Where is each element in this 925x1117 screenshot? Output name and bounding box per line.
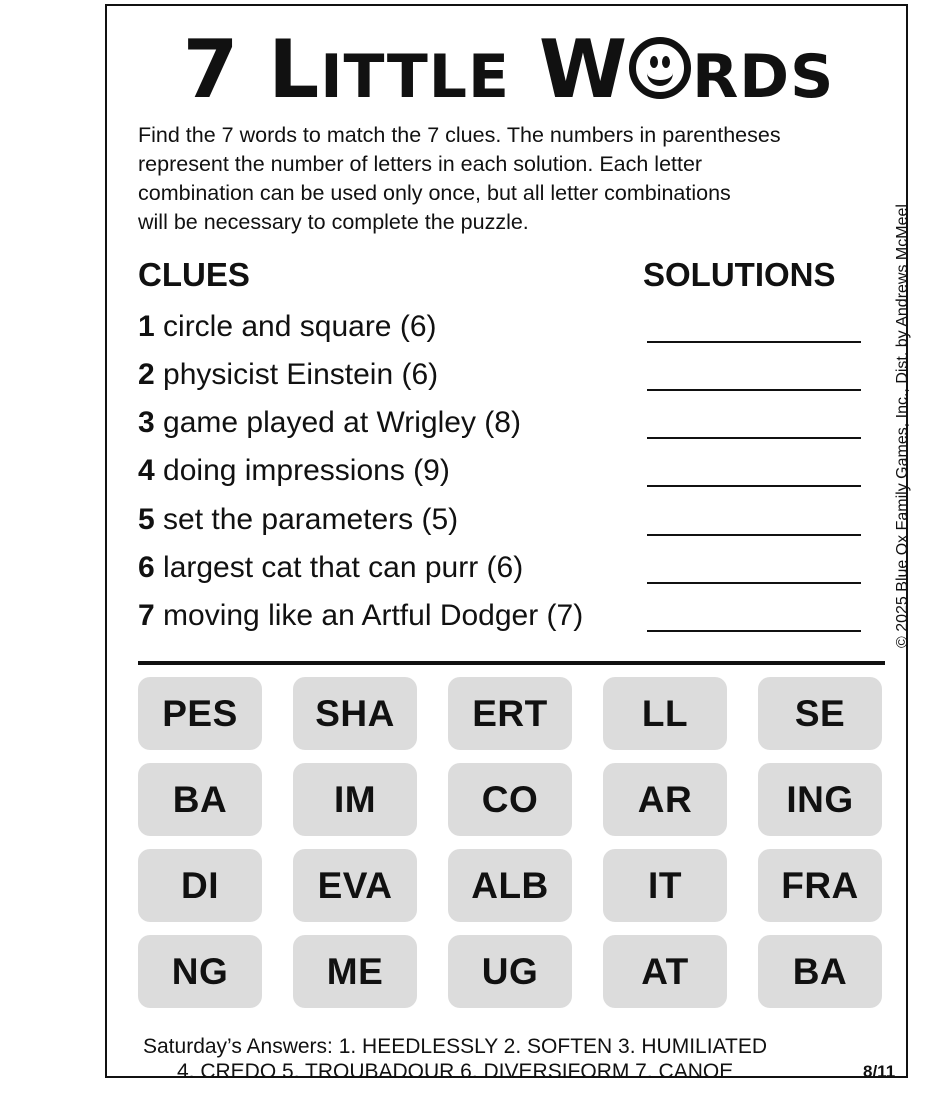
clue-6	[138, 550, 523, 586]
clue-text: physicist Einstein (6)	[163, 358, 439, 391]
puzzle-date: 8/11	[863, 1062, 896, 1081]
answers-line-2: 4. CREDO 5. TROUBADOUR 6. DIVERSIFORM 7. CANOE	[177, 1060, 734, 1083]
clue-3	[138, 405, 521, 441]
clue-text: set the parameters (5)	[163, 503, 459, 536]
solution-blank-3[interactable]	[647, 437, 861, 439]
clue-text: doing impressions (9)	[163, 454, 450, 487]
letter-tile[interactable]: EVA	[293, 849, 417, 922]
instructions-line: Find the 7 words to match the 7 clues. The numbers in parentheses	[138, 123, 781, 147]
letter-tile[interactable]: ERT	[448, 677, 572, 750]
clue-number: 6	[138, 551, 155, 584]
title-part-4: RDS	[692, 42, 835, 112]
letter-tile[interactable]: UG	[448, 935, 572, 1008]
title-part-3: W	[509, 23, 629, 116]
instructions-line: represent the number of letters in each solution. Each letter	[138, 152, 703, 176]
clue-number: 4	[138, 454, 155, 487]
clue-5	[138, 502, 458, 538]
clue-2	[138, 357, 438, 393]
clue-text: circle and square (6)	[163, 310, 437, 343]
puzzle-frame	[105, 4, 911, 1083]
title-part-2: ITTLE	[320, 42, 510, 112]
title-part-1: 7 L	[182, 23, 321, 116]
solution-blank-4[interactable]	[647, 485, 861, 487]
clue-7	[138, 598, 583, 634]
instructions-line: will be necessary to complete the puzzle.	[138, 210, 529, 234]
clue-number: 1	[138, 310, 155, 343]
solution-blank-7[interactable]	[647, 630, 861, 632]
letter-tile[interactable]: IT	[603, 849, 727, 922]
letter-tile[interactable]: ME	[293, 935, 417, 1008]
letter-tile[interactable]: SE	[758, 677, 882, 750]
letter-tile[interactable]: LL	[603, 677, 727, 750]
instructions-line: combination can be used only once, but all letter combinations	[138, 181, 731, 205]
solution-blank-6[interactable]	[647, 582, 861, 584]
clue-text: moving like an Artful Dodger (7)	[163, 599, 584, 632]
clue-number: 7	[138, 599, 155, 632]
solutions-heading: SOLUTIONS	[643, 256, 836, 293]
instructions	[138, 121, 888, 237]
puzzle-title	[107, 23, 910, 119]
letter-tile[interactable]: FRA	[758, 849, 882, 922]
letter-tile[interactable]: BA	[138, 763, 262, 836]
clue-text: largest cat that can purr (6)	[163, 551, 524, 584]
clue-4	[138, 453, 450, 489]
letter-tile[interactable]: ALB	[448, 849, 572, 922]
clue-1	[138, 309, 437, 345]
letter-tile[interactable]: BA	[758, 935, 882, 1008]
solution-blank-1[interactable]	[647, 341, 861, 343]
solution-blank-5[interactable]	[647, 534, 861, 536]
clue-number: 2	[138, 358, 155, 391]
letter-tile[interactable]: SHA	[293, 677, 417, 750]
letter-tile[interactable]: AR	[603, 763, 727, 836]
letter-tile[interactable]: ING	[758, 763, 882, 836]
copyright-notice: © 2025 Blue Ox Family Games, Inc., Dist. by Andrews McMeel	[894, 204, 911, 648]
letter-tile[interactable]: IM	[293, 763, 417, 836]
clue-number: 3	[138, 406, 155, 439]
divider-line	[138, 661, 885, 665]
letter-tile[interactable]: NG	[138, 935, 262, 1008]
letter-tile[interactable]: AT	[603, 935, 727, 1008]
letter-tile[interactable]: DI	[138, 849, 262, 922]
solution-blank-2[interactable]	[647, 389, 861, 391]
clues-heading: CLUES	[138, 256, 250, 293]
clue-number: 5	[138, 503, 155, 536]
smiley-face-icon	[629, 37, 691, 99]
clue-text: game played at Wrigley (8)	[163, 406, 521, 439]
answers-line-1: Saturday’s Answers: 1. HEEDLESSLY 2. SOFTEN 3. HUMILIATED	[143, 1035, 768, 1058]
letter-tile[interactable]: PES	[138, 677, 262, 750]
letter-tile[interactable]: CO	[448, 763, 572, 836]
